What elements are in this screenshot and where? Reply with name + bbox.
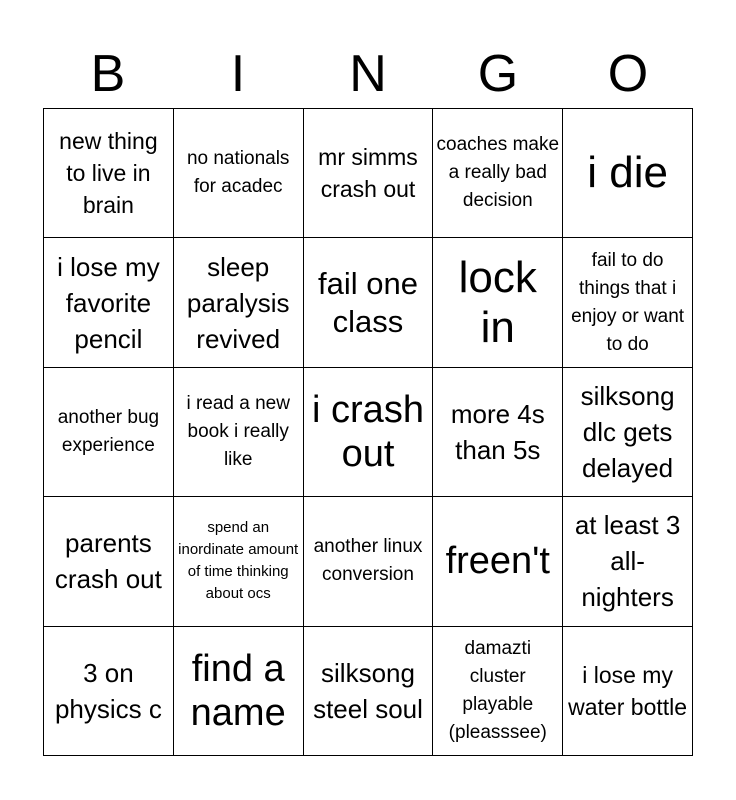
bingo-cell-r1c4[interactable] [433, 109, 563, 238]
cell-text: find a name [190, 647, 286, 734]
cell-text: silksong dlc gets delayed [580, 380, 675, 483]
bingo-cell-r4c4[interactable] [433, 497, 563, 626]
cell-text: fail to do things that i enjoy or want to do [571, 249, 685, 355]
cell-text: parents crash out [54, 528, 162, 595]
cell-text: i read a new book i really like [186, 392, 290, 470]
cell-text: i die [587, 148, 668, 198]
cell-text: at least 3 all-nighters [574, 510, 681, 613]
bingo-cell-r1c1[interactable] [44, 109, 174, 238]
cell-text: lock in [458, 252, 537, 352]
bingo-cell-r2c3[interactable] [304, 238, 434, 367]
bingo-cell-r2c1[interactable] [44, 238, 174, 367]
bingo-cell-r4c5[interactable] [563, 497, 693, 626]
cell-text: sleep paralysis revived [186, 251, 290, 354]
bingo-cell-r3c5[interactable] [563, 368, 693, 497]
bingo-cell-r4c2[interactable] [174, 497, 304, 626]
header-letter-o: O [607, 45, 649, 103]
cell-text: i lose my favorite pencil [57, 251, 160, 354]
bingo-cell-r1c3[interactable] [304, 109, 434, 238]
cell-text: another linux conversion [313, 536, 423, 586]
bingo-cell-r5c5[interactable] [563, 627, 693, 756]
bingo-cell-r3c2[interactable] [174, 368, 304, 497]
cell-text: fail one class [318, 265, 418, 339]
cell-text: new thing to live in brain [59, 128, 158, 219]
cell-text: another bug experience [57, 406, 160, 456]
cell-text: spend an inordinate amount of time thinking about ocs [178, 519, 299, 603]
bingo-board [43, 108, 693, 756]
bingo-cell-r5c3[interactable] [304, 627, 434, 756]
bingo-cell-r5c1[interactable] [44, 627, 174, 756]
bingo-header [43, 40, 693, 108]
header-letter-g: G [477, 45, 519, 103]
bingo-cell-r2c5[interactable] [563, 238, 693, 367]
cell-text: coaches make a really bad decision [436, 134, 560, 212]
bingo-cell-r2c4[interactable] [433, 238, 563, 367]
bingo-cell-r2c2[interactable] [174, 238, 304, 367]
bingo-cell-r1c2[interactable] [174, 109, 304, 238]
bingo-cell-r3c3[interactable] [304, 368, 434, 497]
bingo-cell-r5c4[interactable] [433, 627, 563, 756]
cell-text: no nationals for acadec [186, 148, 290, 198]
cell-text: silksong steel soul [313, 657, 423, 724]
cell-text: freen't [445, 540, 550, 583]
bingo-cell-r3c4[interactable] [433, 368, 563, 497]
bingo-cell-r1c5[interactable] [563, 109, 693, 238]
bingo-cell-r5c2[interactable] [174, 627, 304, 756]
header-letter-b: B [90, 45, 126, 103]
cell-text: more 4s than 5s [450, 398, 545, 465]
header-letter-i: I [230, 45, 246, 103]
cell-text: i lose my water bottle [568, 661, 688, 720]
cell-text: damazti cluster playable (pleasssee) [448, 637, 547, 743]
cell-text: i crash out [312, 388, 424, 475]
bingo-cell-r3c1[interactable] [44, 368, 174, 497]
cell-text: 3 on physics c [54, 657, 162, 724]
header-letter-n: N [349, 45, 387, 103]
bingo-cell-r4c3[interactable] [304, 497, 434, 626]
bingo-cell-r4c1[interactable] [44, 497, 174, 626]
cell-text: mr simms crash out [318, 144, 418, 203]
